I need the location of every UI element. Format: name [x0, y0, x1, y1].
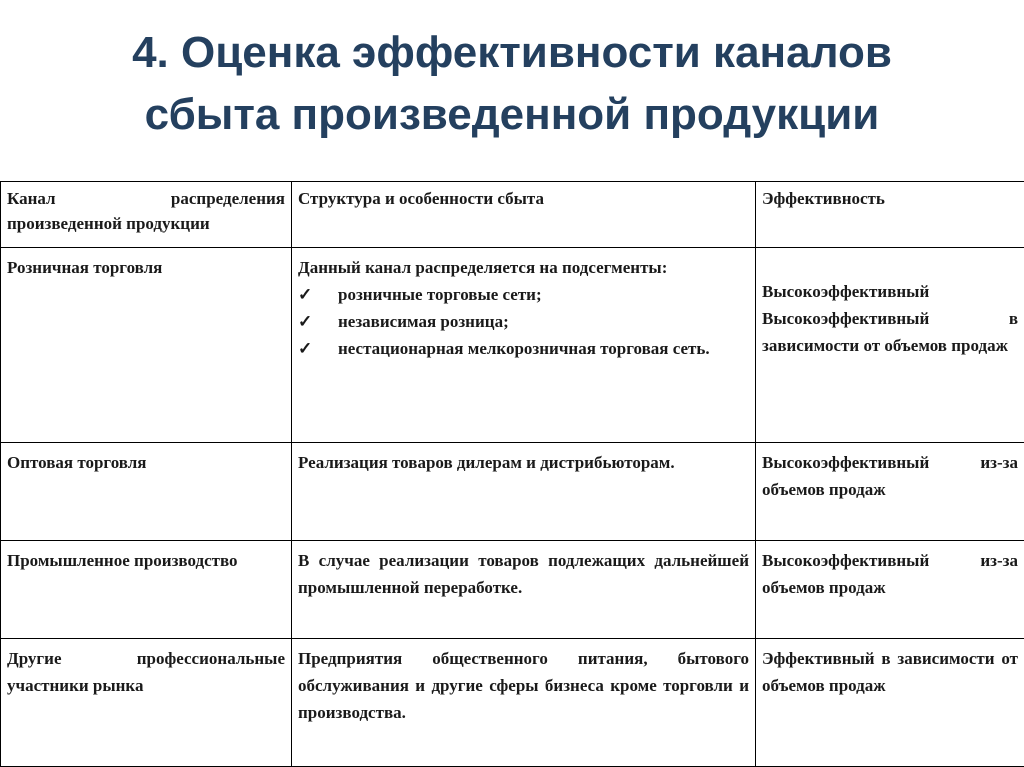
efficiency-cell	[756, 248, 1024, 443]
check-icon: ✓	[298, 285, 313, 304]
table-row	[1, 248, 1024, 443]
check-icon: ✓	[298, 312, 313, 331]
channel-cell: Другие профессиональные участники рынка	[1, 639, 292, 767]
page-title-line2: сбыта произведенной продукции	[144, 90, 880, 139]
efficiency-text: Высокоэффективный	[762, 282, 930, 301]
channel-cell: Оптовая торговля	[1, 443, 292, 541]
header-channel: Канал распределения произведенной продукции	[1, 182, 292, 248]
structure-intro: Данный канал распределяется на подсегменты:	[298, 258, 668, 277]
subsegment-list	[298, 281, 749, 362]
channel-cell: Промышленное производство	[1, 541, 292, 639]
efficiency-cell: Высокоэффективный из-за объемов продаж	[756, 541, 1024, 639]
list-item	[298, 308, 749, 335]
page-title	[0, 22, 1024, 146]
list-item-text: розничные торговые сети;	[338, 285, 542, 304]
efficiency-text: Высокоэффективный в зависимости от объемов продаж	[762, 309, 1018, 355]
structure-cell: В случае реализации товаров подлежащих дальнейшей промышленной переработке.	[292, 541, 756, 639]
check-icon: ✓	[298, 339, 313, 358]
table-header-row	[1, 182, 1024, 248]
table-row	[1, 639, 1024, 767]
structure-cell: Реализация товаров дилерам и дистрибьюторам.	[292, 443, 756, 541]
channel-cell: Розничная торговля	[1, 248, 292, 443]
header-efficiency: Эффективность	[756, 182, 1024, 248]
page-title-line1: 4. Оценка эффективности каналов	[132, 28, 892, 77]
list-item	[298, 335, 749, 362]
structure-cell	[292, 248, 756, 443]
channels-table	[0, 181, 1024, 767]
list-item-text: нестационарная мелкорозничная торговая сеть.	[338, 339, 710, 358]
table-row	[1, 443, 1024, 541]
efficiency-cell: Высокоэффективный из-за объемов продаж	[756, 443, 1024, 541]
efficiency-cell: Эффективный в зависимости от объемов продаж	[756, 639, 1024, 767]
list-item	[298, 281, 749, 308]
list-item-text: независимая розница;	[338, 312, 509, 331]
table-row	[1, 541, 1024, 639]
header-structure: Структура и особенности сбыта	[292, 182, 756, 248]
structure-cell: Предприятия общественного питания, бытового обслуживания и другие сферы бизнеса кроме торговли и производства.	[292, 639, 756, 767]
